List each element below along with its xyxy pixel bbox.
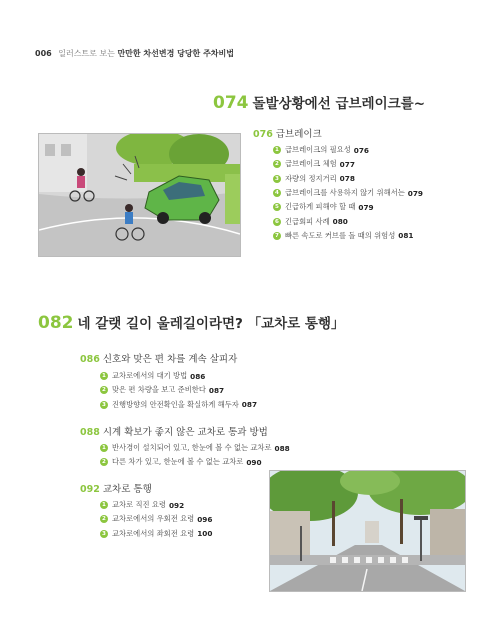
section-heading xyxy=(80,424,268,438)
item-title: 긴급하게 피해야 할 때 xyxy=(285,202,356,212)
item-title: 다른 차가 있고, 한눈에 볼 수 없는 교차로 xyxy=(112,457,244,467)
item-page: 087 xyxy=(208,385,225,395)
number-badge: 3 xyxy=(100,401,108,409)
item-title: 진행방향의 안전확인을 확실하게 해두자 xyxy=(112,399,239,409)
section-heading xyxy=(253,126,322,140)
chapter-title: 돌발상황에선 급브레이크를~ xyxy=(252,96,426,112)
section-page-number: 092 xyxy=(80,484,100,495)
number-badge: 6 xyxy=(273,218,281,226)
item-list xyxy=(100,441,290,470)
number-badge: 3 xyxy=(273,175,281,183)
item-title: 자량의 정지거리 xyxy=(285,173,337,183)
item-title: 급브레이크를 사용하지 않기 위해서는 xyxy=(285,188,405,198)
item-page: 100 xyxy=(197,529,213,539)
chapter-heading xyxy=(38,312,345,333)
section-title: 신호와 맞은 편 차를 계속 살피자 xyxy=(102,354,238,365)
list-item xyxy=(273,172,423,186)
section-title: 시계 확보가 좋지 않은 교차로 통과 방법 xyxy=(102,427,268,438)
item-list xyxy=(100,369,257,412)
book-title: 만만한 차선변경 당당한 주차비법 xyxy=(117,49,234,58)
item-title: 교차로에서의 대기 방법 xyxy=(112,371,188,381)
list-item xyxy=(100,398,257,412)
item-title: 교차로에서의 우회전 요령 xyxy=(112,514,195,524)
item-title: 맞은 편 차량을 보고 준비한다 xyxy=(112,385,206,395)
number-badge: 2 xyxy=(273,160,281,168)
item-page: 088 xyxy=(274,443,290,453)
number-badge: 5 xyxy=(273,203,281,211)
list-item xyxy=(100,383,257,397)
number-badge: 1 xyxy=(273,146,281,154)
section-heading xyxy=(80,351,237,365)
item-page: 092 xyxy=(168,500,185,510)
number-badge: 4 xyxy=(273,189,281,197)
item-page: 087 xyxy=(241,400,258,410)
number-badge: 3 xyxy=(100,530,108,538)
number-badge: 1 xyxy=(100,501,108,509)
section-page-number: 076 xyxy=(253,129,273,140)
item-title: 교차로에서의 좌회전 요령 xyxy=(112,528,195,538)
list-item xyxy=(100,512,212,526)
item-page: 096 xyxy=(197,514,213,524)
item-title: 교차로 직진 요령 xyxy=(112,500,166,510)
chapter-heading xyxy=(213,92,425,113)
list-item xyxy=(273,186,423,200)
item-list xyxy=(100,498,212,541)
list-item xyxy=(100,455,290,469)
list-item xyxy=(273,229,423,243)
list-item xyxy=(100,498,212,512)
illustration-street-intersection xyxy=(269,470,466,592)
item-page: 079 xyxy=(358,202,374,212)
item-title: 급브레이크 체험 xyxy=(285,159,337,169)
list-item xyxy=(273,200,423,214)
item-title: 급브레이크의 필요성 xyxy=(285,145,351,155)
list-item xyxy=(100,369,257,383)
list-item xyxy=(273,157,423,171)
number-badge: 2 xyxy=(100,458,108,466)
item-page: 079 xyxy=(407,188,423,198)
chapter-page-number: 082 xyxy=(38,313,74,333)
list-item xyxy=(100,527,212,541)
section-heading xyxy=(80,481,152,495)
running-header xyxy=(35,48,234,59)
item-title: 반사경이 설치되어 있고, 한눈에 볼 수 없는 교차로 xyxy=(112,443,272,453)
section-page-number: 086 xyxy=(80,354,100,365)
item-list xyxy=(273,143,423,243)
section-page-number: 088 xyxy=(80,427,100,438)
number-badge: 7 xyxy=(273,232,281,240)
list-item xyxy=(273,143,423,157)
illustration-car-cyclist xyxy=(38,133,241,257)
item-page: 077 xyxy=(339,159,355,169)
item-page: 081 xyxy=(398,231,414,241)
list-item xyxy=(273,214,423,228)
item-page: 090 xyxy=(246,457,262,467)
item-page: 086 xyxy=(190,371,206,381)
number-badge: 2 xyxy=(100,386,108,394)
item-page: 076 xyxy=(353,145,369,155)
section-title: 급브레이크 xyxy=(275,129,322,140)
item-title: 긴급회피 사례 xyxy=(285,216,330,226)
item-page: 080 xyxy=(332,217,348,227)
number-badge: 1 xyxy=(100,372,108,380)
chapter-page-number: 074 xyxy=(213,93,249,113)
item-page: 078 xyxy=(339,174,355,184)
chapter-title: 네 갈랫 길이 울레길이라면? 「교차로 통행」 xyxy=(77,316,345,332)
book-title-prefix: 일러스트로 보는 xyxy=(58,49,115,58)
list-item xyxy=(100,441,290,455)
page-number: 006 xyxy=(35,49,52,58)
item-title: 빠른 속도로 커브를 돌 때의 위험성 xyxy=(285,230,396,240)
number-badge: 2 xyxy=(100,515,108,523)
section-title: 교차로 통행 xyxy=(102,484,152,495)
number-badge: 1 xyxy=(100,444,108,452)
